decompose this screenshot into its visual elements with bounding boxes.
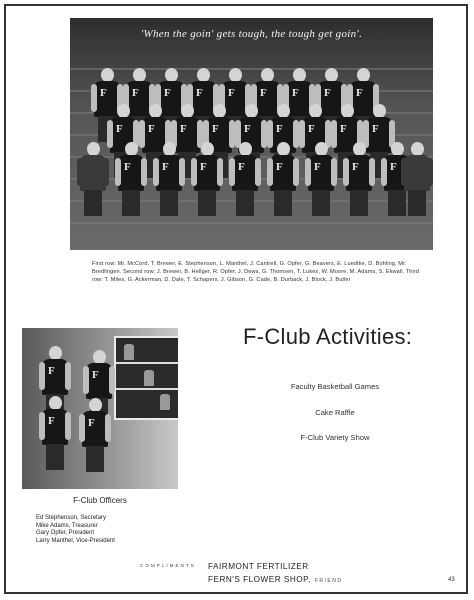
photo-figure-student: F <box>188 68 218 144</box>
photo-figure-student: F <box>192 142 222 218</box>
activities-title: F-Club Activities: <box>243 324 413 349</box>
photo-figure-student: F <box>124 68 154 144</box>
photo-figure-student: F <box>156 68 186 144</box>
photo-figure-student: F <box>344 142 374 218</box>
photo-figure-student: F <box>40 346 70 422</box>
activity-item: F-Club Variety Show <box>300 433 370 442</box>
photo-figure-student: F <box>348 68 378 144</box>
sponsor-suffix: FRIEND <box>314 578 343 584</box>
photo-figure-student: F <box>300 104 330 180</box>
photo-caption: First row: Mr. McCord, T. Brewer, E. Stephenson, L. Manthel, J. Cantrell, G. Opfer, G. Beavers, E. Luedtke, D. Bohling, Mr. Bredlingen. Second row: J. Brewer, B. Hellger, R. Opfer, J. Dews, G. Thomsen, T. Lukes, W. Moore, M. Adams, S. Ekwall. Third row: T. Miles, G. Ackerman, D. Dale, T. Schapers, J. Gibson, G. Cade, B. Durback, J. Block, J. Butler <box>92 261 420 284</box>
compliments-label: COMPLIMENTS <box>140 563 196 568</box>
officer-entry: Mike Adams, Treasurer <box>36 522 98 529</box>
photo-figure-student: F <box>140 104 170 180</box>
photo-figure-student: F <box>332 104 362 180</box>
photo-figure-coach <box>78 142 108 218</box>
sponsor-name: FERN'S FLOWER SHOP, <box>208 575 311 584</box>
photo-figure-student: F <box>230 142 260 218</box>
photo-figure-student: F <box>80 398 110 474</box>
photo-figure-student: F <box>382 142 412 218</box>
photo-figure-student: F <box>306 142 336 218</box>
photo-figure-student: F <box>84 350 114 426</box>
activity-item: Faculty Basketball Games <box>290 382 380 391</box>
photo-figure-student: F <box>268 104 298 180</box>
photo-figure-student: F <box>220 68 250 144</box>
photo-figure-student: F <box>116 142 146 218</box>
photo-motto: 'When the goin' gets tough, the tough get goin'. <box>140 28 363 40</box>
photo-figure-student: F <box>92 68 122 144</box>
photo-figure-student: F <box>252 68 282 144</box>
sponsor-name: FAIRMONT FERTILIZER <box>208 562 309 571</box>
activity-item: Cake Raffle <box>315 408 355 417</box>
officer-entry: Gary Opfer, President <box>36 530 95 537</box>
team-photo <box>70 18 433 250</box>
officer-entry: Ed Stephenson, Secretary <box>36 515 107 521</box>
photo-figure-student: F <box>364 104 394 180</box>
photo-figure-student: F <box>268 142 298 218</box>
officer-entry: Larry Manthel, Vice-President <box>36 537 115 544</box>
trophy-case <box>114 336 178 420</box>
photo-figure-coach <box>402 142 432 218</box>
officers-photo <box>22 328 178 489</box>
page-number: 43 <box>448 577 455 583</box>
photo-figure-student: F <box>172 104 202 180</box>
photo-figure-student: F <box>236 104 266 180</box>
photo-figure-student: F <box>204 104 234 180</box>
photo-figure-student: F <box>108 104 138 180</box>
sponsor-line <box>208 562 309 571</box>
sponsor-line <box>208 575 342 584</box>
officers-label: F-Club Officers <box>73 496 127 505</box>
photo-figure-student: F <box>40 396 70 472</box>
photo-figure-student: F <box>316 68 346 144</box>
photo-figure-student: F <box>154 142 184 218</box>
officers-list <box>36 515 115 545</box>
photo-figure-student: F <box>284 68 314 144</box>
